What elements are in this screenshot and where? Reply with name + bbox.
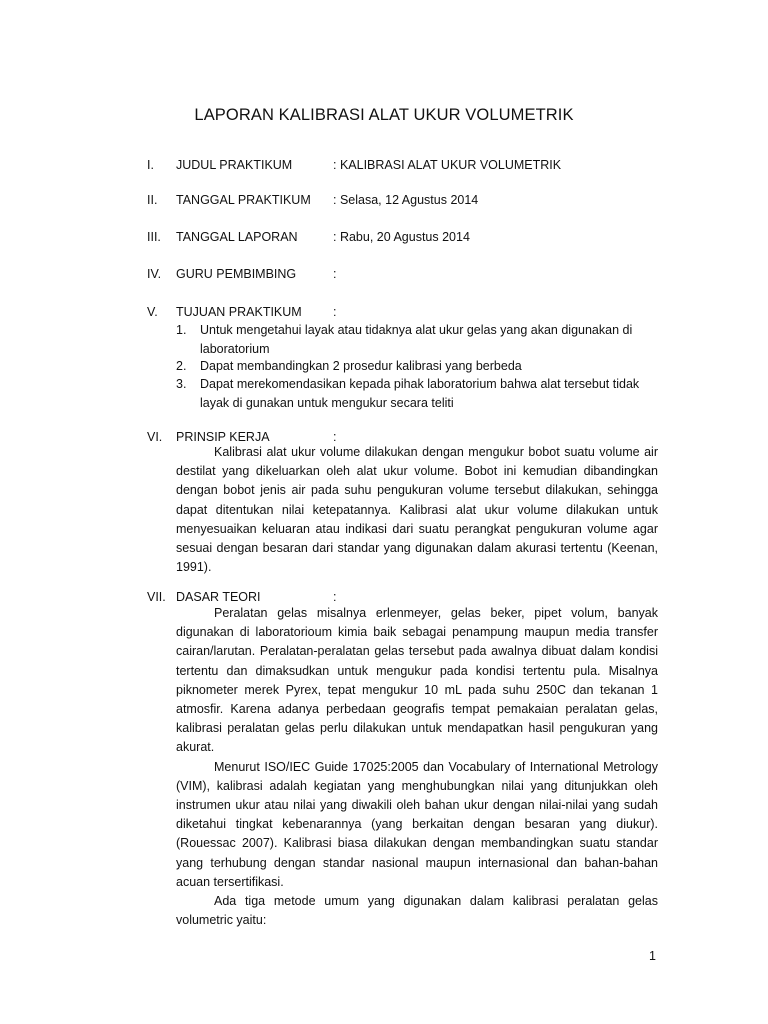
- section-value: : KALIBRASI ALAT UKUR VOLUMETRIK: [333, 158, 562, 172]
- section-label: PRINSIP KERJA: [176, 430, 270, 444]
- section-value: :: [333, 590, 337, 604]
- section-label: DASAR TEORI: [176, 590, 261, 604]
- section-number: VII.: [147, 590, 166, 604]
- section-value: :: [333, 267, 337, 281]
- prinsip-paragraph: [176, 443, 658, 577]
- section-value: : Rabu, 20 Agustus 2014: [333, 230, 470, 244]
- list-text: Untuk mengetahui layak atau tidaknya alat ukur gelas yang akan digunakan di laboratorium: [200, 323, 633, 356]
- section-value: : Selasa, 12 Agustus 2014: [333, 193, 479, 207]
- section-label: TANGGAL LAPORAN: [176, 230, 298, 244]
- paragraph-text: Menurut ISO/IEC Guide 17025:2005 dan Vocabulary of International Metrology (VIM), kalibrasi adalah kegiatan yang menghubungkan nilai yang ditunjukkan oleh instrumen ukur atau nilai yang diwakili oleh bahan ukur dengan nilai-nilai yang sudah diketahui tingkat kebenarannya (yang berkaitan dengan besaran yang diukur). (Rouessac 2007). Kalibrasi biasa dilakukan dengan membandingkan suatu standar yang terhubung dengan standar nasional maupun internasional dan bahan-bahan acuan tersertifikasi.: [176, 759, 658, 889]
- paragraph-text: Kalibrasi alat ukur volume dilakukan dengan mengukur bobot suatu volume air destilat yang dikeluarkan oleh alat ukur volume. Bobot ini kemudian dibandingkan dengan bobot jenis air pada suhu pengukuran volume tersebut dilakukan, sehingga dapat ditentukan nilai ketepatannya. Kalibrasi alat ukur volume dilakukan untuk menyesuaikan keluaran atau indikasi dari suatu perangkat pengukuran volume agar sesuai dengan besaran dari standar yang digunakan dalam akurasi tertentu (Keenan, 1991).: [176, 445, 658, 575]
- paragraph-text: Ada tiga metode umum yang digunakan dalam kalibrasi peralatan gelas volumetric yaitu:: [176, 894, 658, 928]
- section-number: VI.: [147, 430, 163, 444]
- page-number: 1: [649, 949, 656, 963]
- section-label: JUDUL PRAKTIKUM: [176, 158, 293, 172]
- list-text: Dapat membandingkan 2 prosedur kalibrasi yang berbeda: [200, 359, 522, 373]
- section-value: :: [333, 430, 337, 444]
- section-number: IV.: [147, 267, 162, 281]
- list-number: 2.: [176, 359, 187, 373]
- section-number: I.: [147, 158, 154, 172]
- section-number: II.: [147, 193, 158, 207]
- dasar-teori-body: [176, 604, 658, 930]
- list-text: Dapat merekomendasikan kepada pihak laboratorium bahwa alat tersebut tidak layak di gunakan untuk mengukur secara teliti: [200, 377, 640, 410]
- list-number: 1.: [176, 323, 187, 337]
- section-label: GURU PEMBIMBING: [176, 267, 297, 281]
- section-value: :: [333, 305, 337, 319]
- section-label: TUJUAN PRAKTIKUM: [176, 305, 302, 319]
- section-number: V.: [147, 305, 158, 319]
- paragraph-text: Peralatan gelas misalnya erlenmeyer, gelas beker, pipet volum, banyak digunakan di laboratorioum kimia baik sebagai penampung maupun media transfer cairan/larutan. Peralatan-peralatan gelas tersebut pada awalnya dibuat dalam kondisi tertentu dan dimaksudkan untuk mengukur pada kondisi tertentu pula. Misalnya piknometer merek Pyrex, tepat mengukur 10 mL pada suhu 250C dan tekanan 1 atmosfir. Karena adanya perbedaan geografis tempat pemakaian peralatan gelas, kalibrasi peralatan gelas perlu dilakukan untuk mendapatkan hasil pengukuran yang akurat.: [176, 606, 658, 755]
- section-number: III.: [147, 230, 161, 244]
- section-label: TANGGAL PRAKTIKUM: [176, 193, 311, 207]
- list-number: 3.: [176, 377, 187, 391]
- document-title: LAPORAN KALIBRASI ALAT UKUR VOLUMETRIK: [194, 106, 574, 124]
